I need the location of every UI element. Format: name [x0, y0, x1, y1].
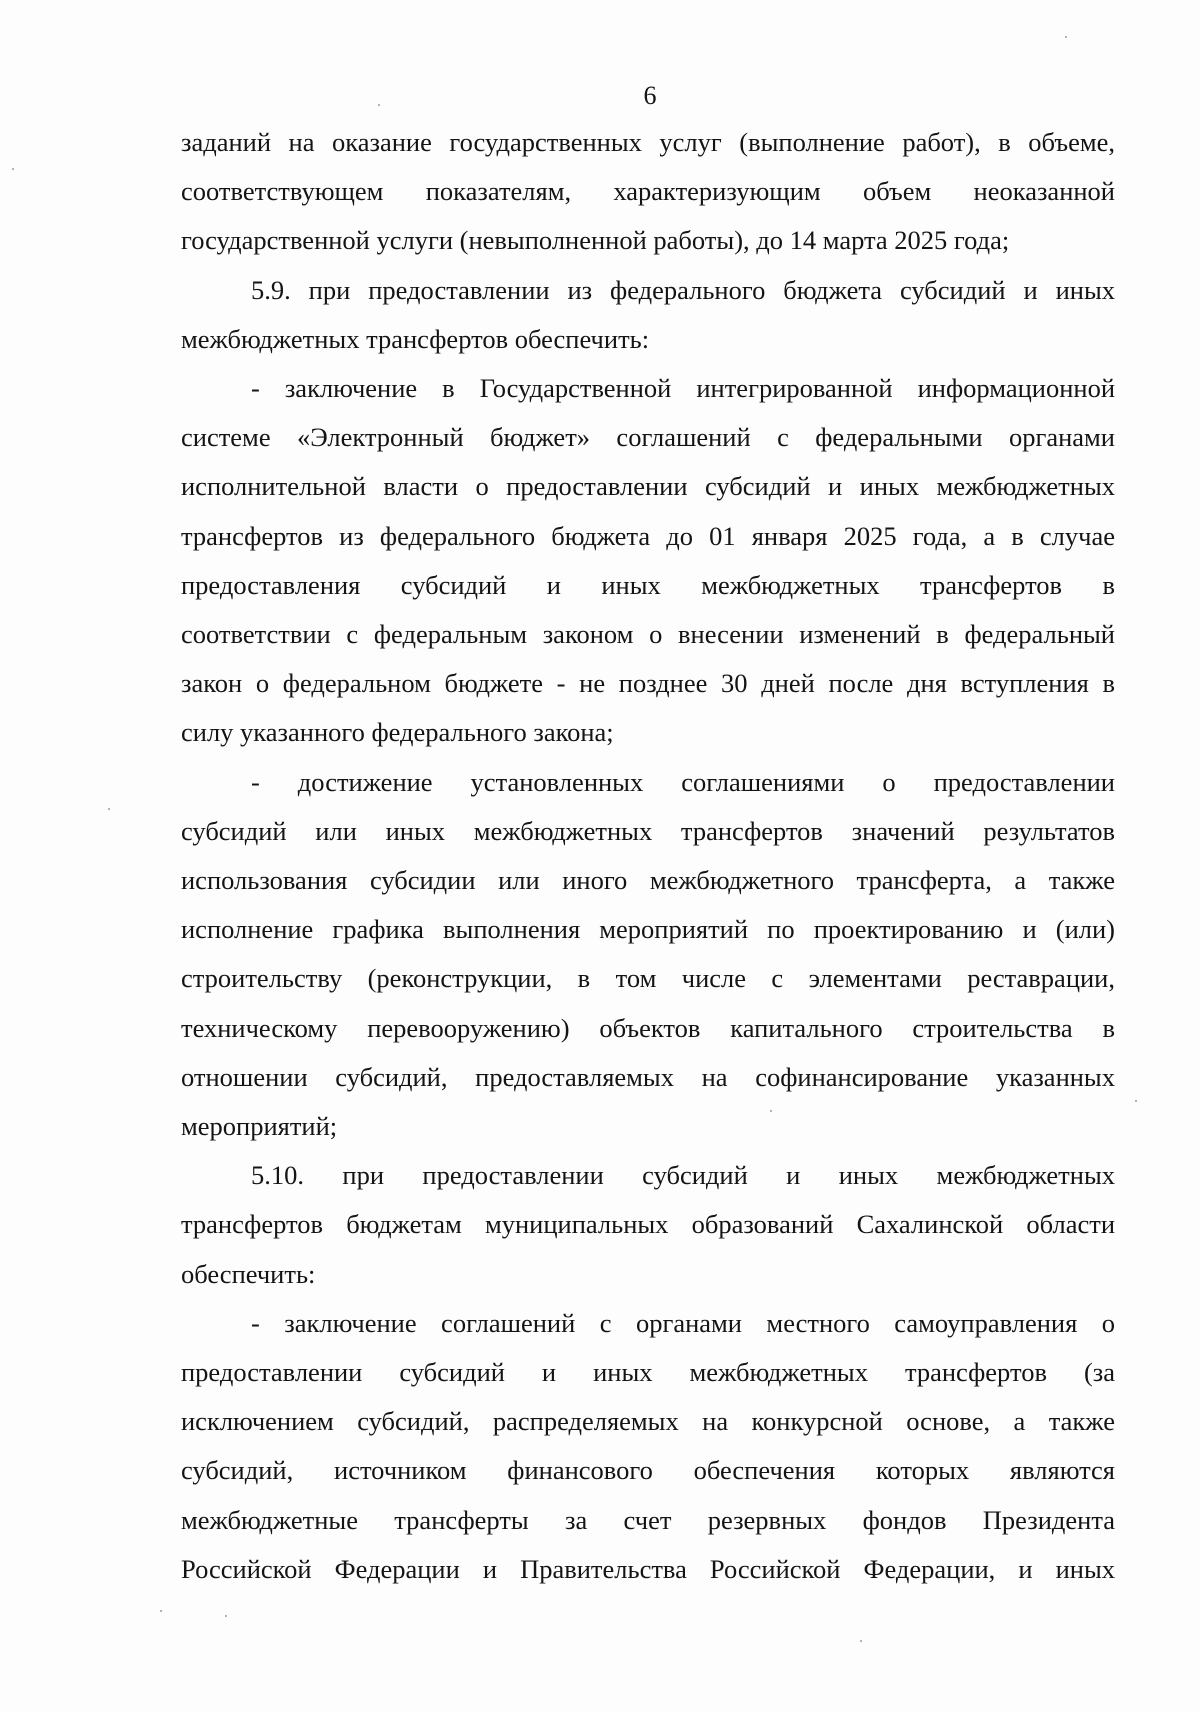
paragraph-agreements: [181, 364, 1115, 758]
scan-speck: [12, 168, 14, 170]
text-line: трансфертов из федерального бюджета до 01 января 2025 года, а в случае: [181, 520, 1115, 551]
text-line: исполнение графика выполнения мероприятий по проектированию и (или): [181, 914, 1115, 945]
scan-speck: [160, 1610, 162, 1612]
text-line: обеспечить:: [181, 1258, 316, 1289]
text-line: системе «Электронный бюджет» соглашений с федеральными органами: [181, 422, 1115, 453]
text-line: заданий на оказание государственных услуг (выполнение работ), в объеме,: [181, 127, 1115, 157]
text-line: исполнительной власти о предоставлении субсидий и иных межбюджетных: [181, 471, 1115, 502]
text-line: использования субсидии или иного межбюджетного трансферта, а также: [181, 865, 1115, 896]
scan-speck: [860, 1640, 862, 1642]
scan-speck: [1065, 36, 1067, 38]
text-line: отношении субсидий, предоставляемых на софинансирование указанных: [181, 1061, 1115, 1092]
text-line: 5.10. при предоставлении субсидий и иных межбюджетных: [251, 1160, 1115, 1191]
text-line: соответствующем показателям, характеризующим объем неоказанной: [181, 176, 1115, 207]
text-line: - заключение соглашений с органами местного самоуправления о: [251, 1307, 1115, 1338]
text-line: межбюджетных трансфертов обеспечить:: [181, 323, 650, 354]
text-line: межбюджетные трансферты за счет резервных фондов Президента: [181, 1504, 1115, 1535]
scan-speck: [378, 104, 380, 106]
text-line: предоставлении субсидий и иных межбюджетных трансфертов (за: [181, 1357, 1115, 1388]
text-line: Российской Федерации и Правительства Российской Федерации, и иных: [181, 1553, 1115, 1584]
document-body: [181, 118, 1115, 1594]
scan-speck: [225, 1615, 227, 1617]
scan-speck: [108, 808, 110, 810]
text-line: силу указанного федерального закона;: [181, 717, 614, 748]
paragraph-results: [181, 758, 1115, 1152]
text-line: трансфертов бюджетам муниципальных образований Сахалинской области: [181, 1209, 1115, 1240]
text-line: 5.9. при предоставлении из федерального бюджета субсидий и иных: [251, 274, 1115, 305]
text-line: соответствии с федеральным законом о внесении изменений в федеральный: [181, 619, 1115, 650]
text-line: техническому перевооружению) объектов капитального строительства в: [181, 1012, 1115, 1043]
text-line: субсидий или иных межбюджетных трансфертов значений результатов: [181, 815, 1115, 846]
text-line: - достижение установленных соглашениями о предоставлении: [251, 766, 1115, 797]
text-line: предоставления субсидий и иных межбюджетных трансфертов в: [181, 569, 1115, 600]
paragraph-5-9: [181, 266, 1115, 364]
scan-speck: [1135, 1100, 1137, 1102]
paragraph-continuation: [181, 118, 1115, 266]
page-number: 6: [643, 81, 657, 110]
text-line: исключением субсидий, распределяемых на конкурсной основе, а также: [181, 1406, 1115, 1437]
text-line: - заключение в Государственной интегрированной информационной: [251, 373, 1115, 404]
paragraph-5-10: [181, 1151, 1115, 1299]
text-line: закон о федеральном бюджете - не позднее 30 дней после дня вступления в: [181, 668, 1115, 699]
text-line: строительству (реконструкции, в том числе с элементами реставрации,: [181, 963, 1115, 994]
paragraph-municipal-agreements: [181, 1299, 1115, 1594]
text-line: мероприятий;: [181, 1111, 338, 1142]
text-line: государственной услуги (невыполненной работы), до 14 марта 2025 года;: [181, 225, 1010, 256]
scan-speck: [770, 1110, 772, 1112]
text-line: субсидий, источником финансового обеспечения которых являются: [181, 1455, 1115, 1486]
